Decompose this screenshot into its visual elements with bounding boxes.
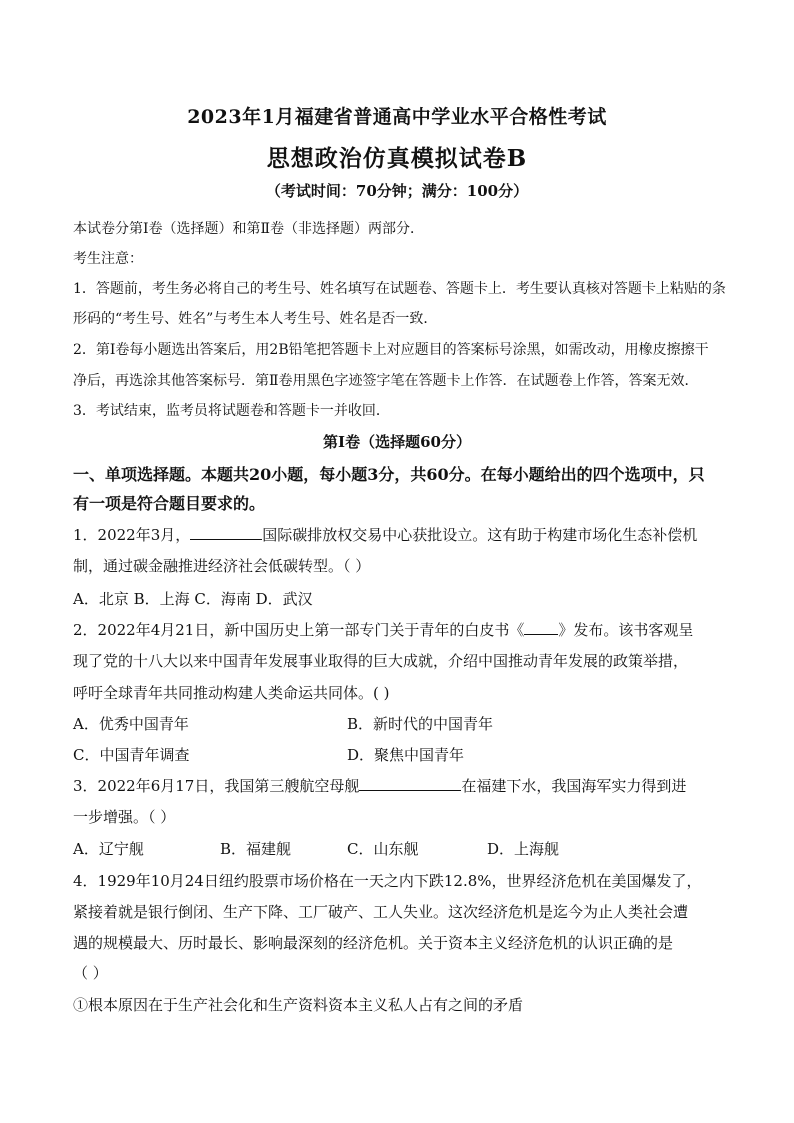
question-2-option-c: C．中国青年调查 [73, 746, 190, 764]
question-3-option-c: C．山东舰 [347, 840, 419, 858]
question-2-text-before-blank: 2．2022年4月21日，新中国历史上第一部专门关于青年的白皮书《 [73, 621, 525, 639]
note-1-line-2: 形码的“考生号、姓名”与考生本人考生号、姓名是否一致． [73, 311, 438, 327]
question-1-options: A．北京 B．上海 C．海南 D．武汉 [73, 590, 313, 608]
question-4-item-1: ①根本原因在于生产社会化和生产资料资本主义私人占有之间的矛盾 [73, 996, 524, 1014]
question-2-answer-blank [524, 620, 558, 635]
question-4-line-4: （ ） [73, 964, 108, 982]
question-2-line-2: 现了党的十八大以来中国青年发展事业取得的巨大成就，介绍中国推动青年发展的政策举措， [73, 652, 689, 670]
question-1-line-1 [73, 525, 723, 545]
section-1-instruction-line-1: 一、单项选择题。本题共20小题，每小题3分，共60分。在每小题给出的四个选项中，只 [73, 465, 705, 484]
question-2-option-b: B．新时代的中国青年 [347, 715, 494, 733]
question-3-text-after-blank: 在福建下水，我国海军实力得到进 [461, 777, 687, 795]
note-2-line-1: 2．第Ⅰ卷每小题选出答案后，用2B铅笔把答题卡上对应题目的答案标号涂黑，如需改动，用橡皮擦擦干 [73, 342, 709, 358]
note-1-line-1: 1．答题前，考生务必将自己的考生号、姓名填写在试题卷、答题卡上．考生要认真核对答题卡上粘贴的条 [73, 281, 726, 297]
question-1-text-before-blank: 1．2022年3月， [73, 526, 191, 544]
question-3-line-1 [73, 776, 723, 796]
question-4-line-1: 4．1929年10月24日纽约股票市场价格在一天之内下跌12.8%，世界经济危机在美国爆发了， [73, 872, 702, 890]
notice-heading: 考生注意： [73, 251, 143, 267]
question-2-text-after-blank: 》发布。该书客观呈 [558, 621, 694, 639]
exam-title: 2023年1月福建省普通高中学业水平合格性考试 [187, 106, 607, 128]
question-1-answer-blank [190, 525, 262, 540]
exam-structure: 本试卷分第Ⅰ卷（选择题）和第Ⅱ卷（非选择题）两部分． [73, 221, 425, 237]
note-3: 3．考试结束，监考员将试题卷和答题卡一并收回． [73, 403, 390, 419]
question-2-line-3: 呼吁全球青年共同推动构建人类命运共同体。( ) [73, 684, 390, 702]
question-3-text-before-blank: 3．2022年6月17日，我国第三艘航空母舰 [73, 777, 360, 795]
section-1-heading: 第Ⅰ卷（选择题60分） [323, 433, 471, 451]
question-3-option-b: B．福建舰 [220, 840, 292, 858]
question-1-line-2: 制，通过碳金融推进经济社会低碳转型。（ ） [73, 557, 371, 575]
section-1-instruction-line-2: 有一项是符合题目要求的。 [73, 494, 266, 513]
exam-time-info: （考试时间：70分钟；满分：100分） [265, 182, 529, 200]
question-4-line-2: 紧接着就是银行倒闭、生产下降、工厂破产、工人失业。这次经济危机是迄今为止人类社会遭 [73, 903, 689, 921]
question-1-text-after-blank: 国际碳排放权交易中心获批设立。这有助于构建市场化生态补偿机 [262, 526, 698, 544]
question-2-option-a: A．优秀中国青年 [73, 715, 189, 733]
note-2-line-2: 净后，再选涂其他答案标号．第Ⅱ卷用黑色字迹签字笔在答题卡上作答．在试题卷上作答，答案无效． [73, 373, 699, 389]
question-3-option-d: D．上海舰 [487, 840, 560, 858]
question-3-answer-blank [359, 776, 461, 791]
exam-subject-title: 思想政治仿真模拟试卷B [266, 145, 528, 172]
question-2-line-1 [73, 620, 723, 640]
question-3-line-2: 一步增强。（ ） [73, 808, 176, 826]
question-3-option-a: A．辽宁舰 [73, 840, 144, 858]
question-4-line-3: 遇的规模最大、历时最长、影响最深刻的经济危机。关于资本主义经济危机的认识正确的是 [73, 934, 674, 952]
question-2-option-d: D．聚焦中国青年 [347, 746, 465, 764]
